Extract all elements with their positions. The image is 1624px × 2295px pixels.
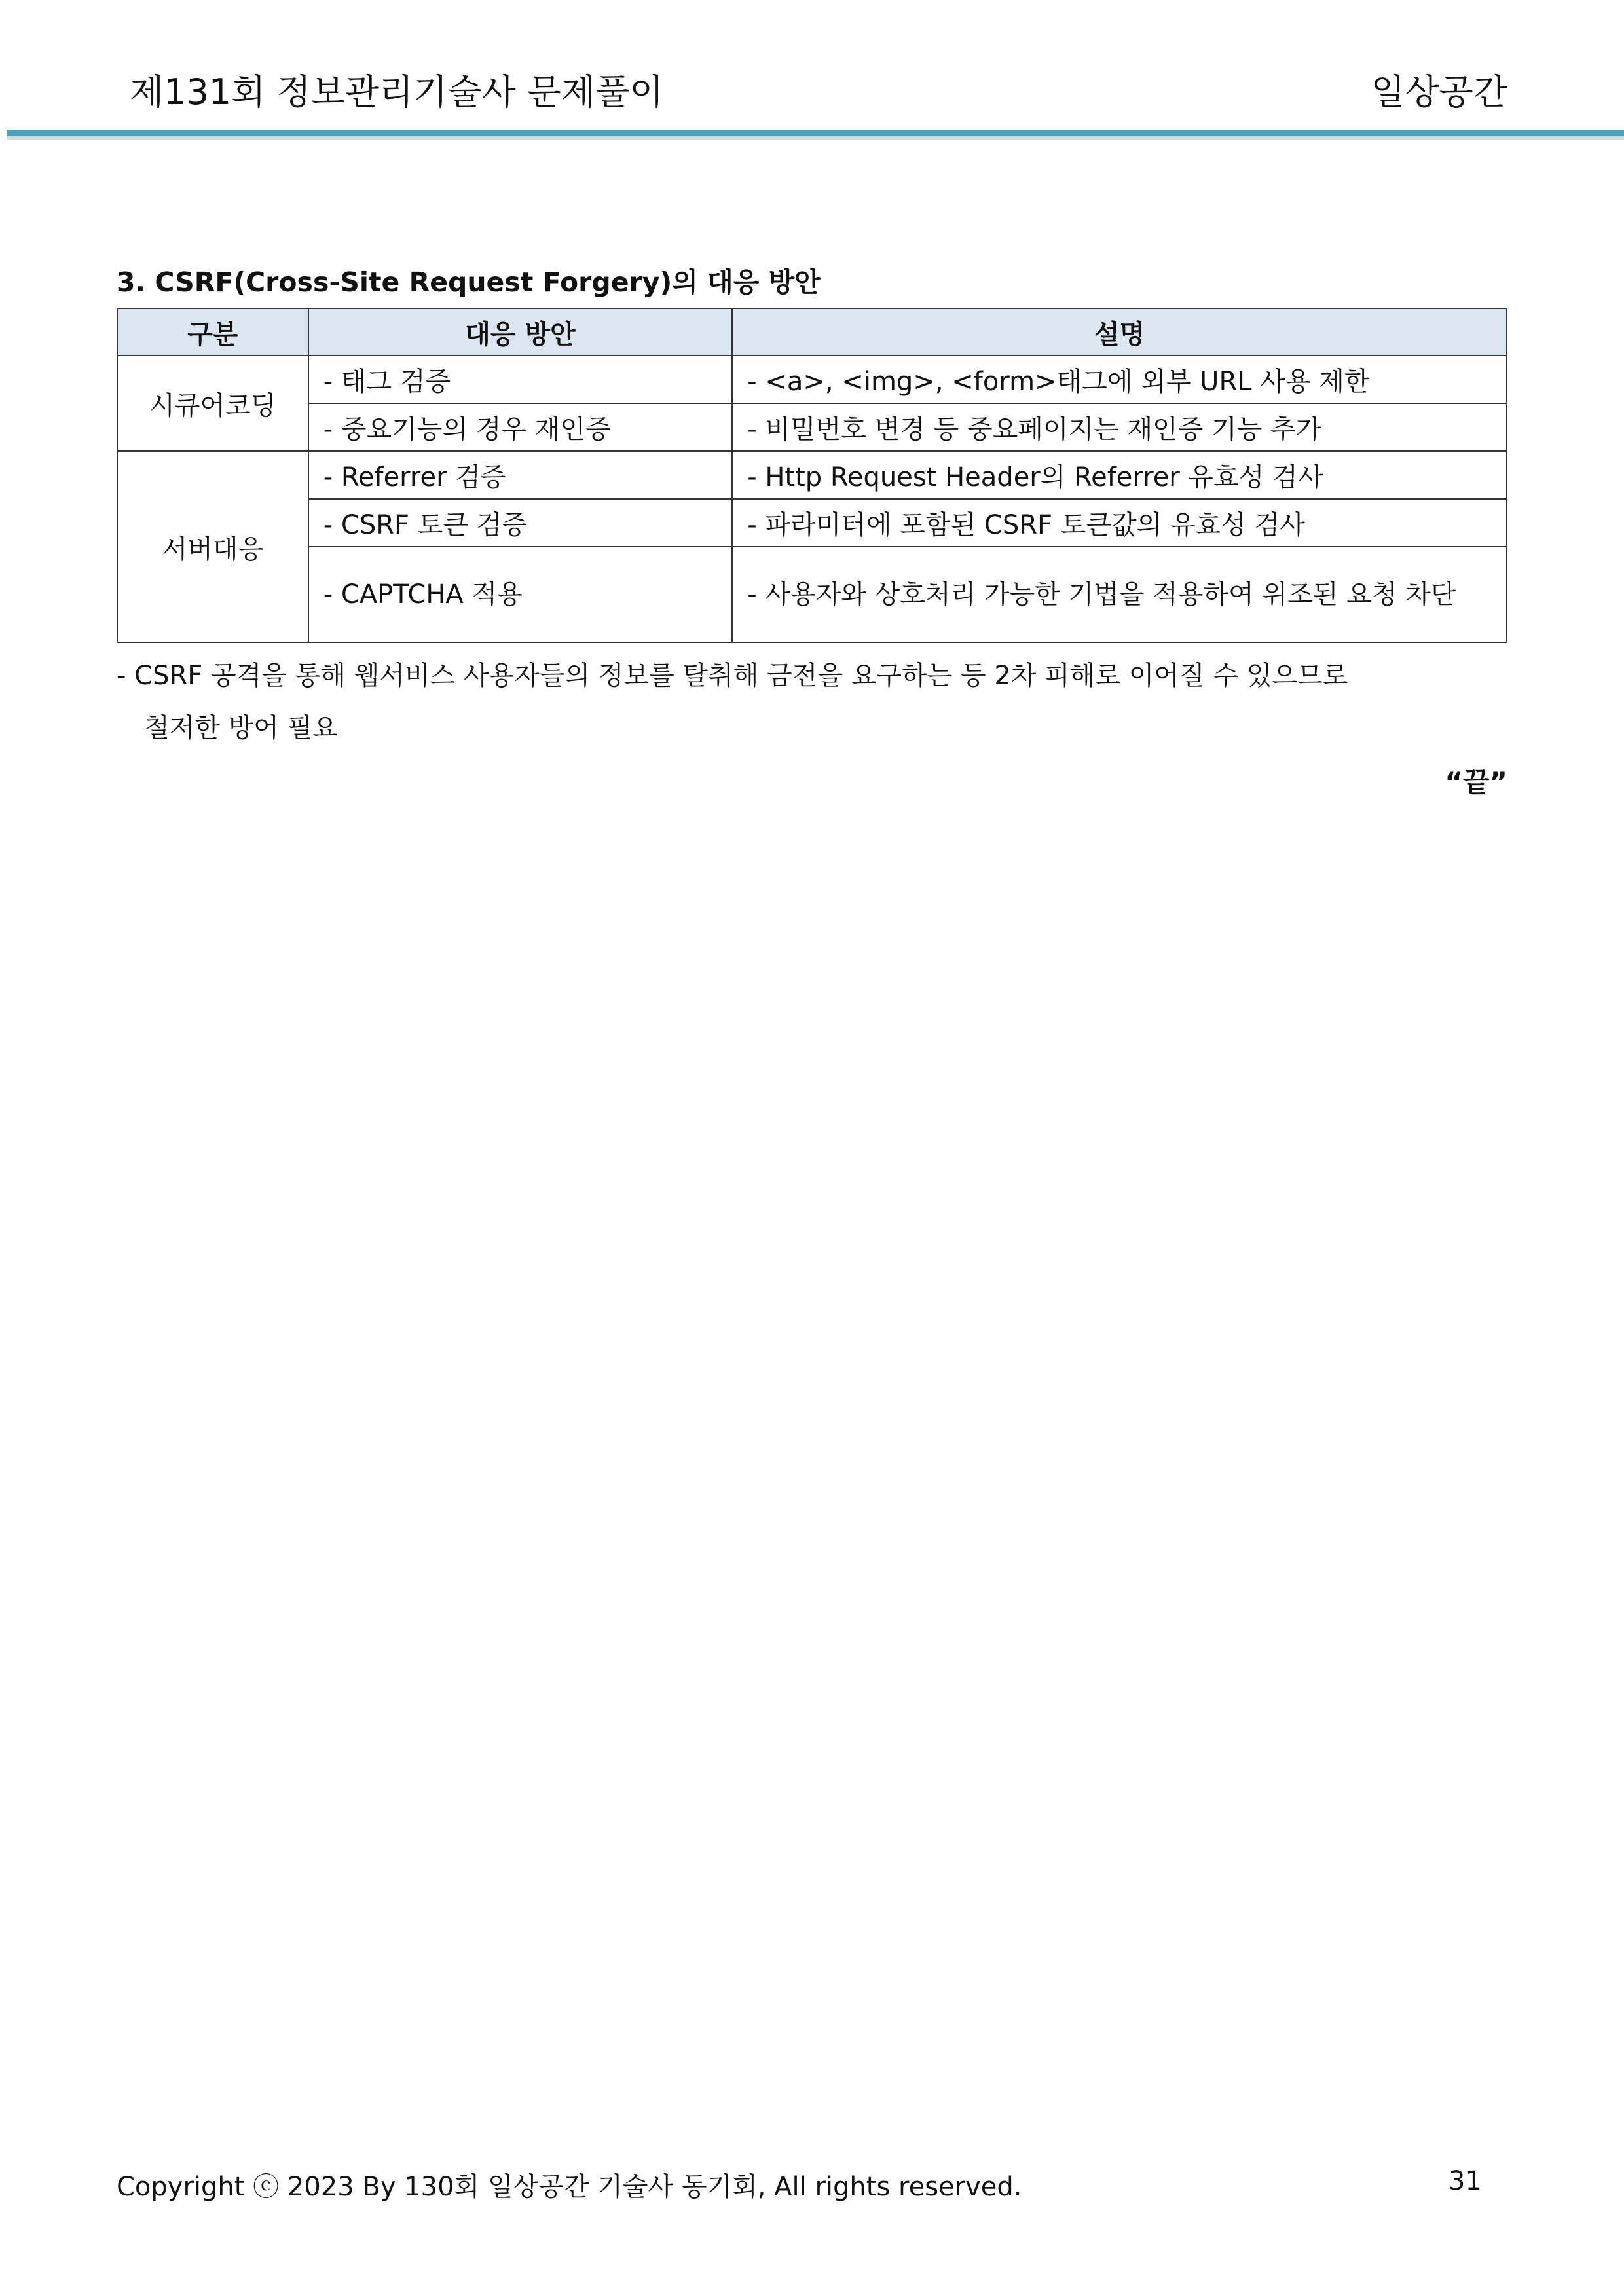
table-row xyxy=(117,547,1507,642)
page-header-title: 제131회 정보관리기술사 문제풀이 xyxy=(130,71,664,113)
table-header-row xyxy=(117,308,1507,356)
header-category: 구분 xyxy=(117,308,308,356)
measure-cell: - 중요기능의 경우 재인증 xyxy=(308,403,732,451)
measure-cell: - 태그 검증 xyxy=(308,356,732,403)
description-cell: - 파라미터에 포함된 CSRF 토큰값의 유효성 검사 xyxy=(732,499,1507,547)
summary-note-line2: 철저한 방어 필요 xyxy=(144,713,338,743)
category-cell: 서버대응 xyxy=(117,451,308,642)
table-row xyxy=(117,403,1507,451)
measure-cell: - CAPTCHA 적용 xyxy=(308,547,732,642)
header-description: 설명 xyxy=(732,308,1507,356)
header-divider xyxy=(7,130,1624,136)
page-header-right: 일상공간 xyxy=(1371,71,1507,113)
category-cell: 시큐어코딩 xyxy=(117,356,308,451)
description-cell: - 비밀번호 변경 등 중요페이지는 재인증 기능 추가 xyxy=(732,403,1507,451)
summary-note-line1: - CSRF 공격을 통해 웹서비스 사용자들의 정보를 탈취해 금전을 요구하는 등 2차 피해로 이어질 수 있으므로 xyxy=(117,661,1348,691)
measure-cell: - Referrer 검증 xyxy=(308,451,732,499)
measure-cell: - CSRF 토큰 검증 xyxy=(308,499,732,547)
description-cell: - <a>, <img>, <form>태그에 외부 URL 사용 제한 xyxy=(732,356,1507,403)
table-row xyxy=(117,451,1507,499)
table-row xyxy=(117,356,1507,403)
description-cell: - Http Request Header의 Referrer 유효성 검사 xyxy=(732,451,1507,499)
csrf-countermeasure-table xyxy=(117,308,1507,643)
description-cell: - 사용자와 상호처리 가능한 기법을 적용하여 위조된 요청 차단 xyxy=(732,547,1507,642)
header-measure: 대응 방안 xyxy=(308,308,732,356)
footer-copyright: Copyright ⓒ 2023 By 130회 일상공간 기술사 동기회, All rights reserved. xyxy=(117,2172,1022,2202)
section-heading: 3. CSRF(Cross-Site Request Forgery)의 대응 방안 xyxy=(117,266,821,298)
page-number: 31 xyxy=(1449,2166,1482,2196)
summary-note xyxy=(117,650,1507,754)
table-row xyxy=(117,499,1507,547)
header-divider-shadow xyxy=(7,136,1624,140)
end-mark: “끝” xyxy=(1445,766,1507,798)
